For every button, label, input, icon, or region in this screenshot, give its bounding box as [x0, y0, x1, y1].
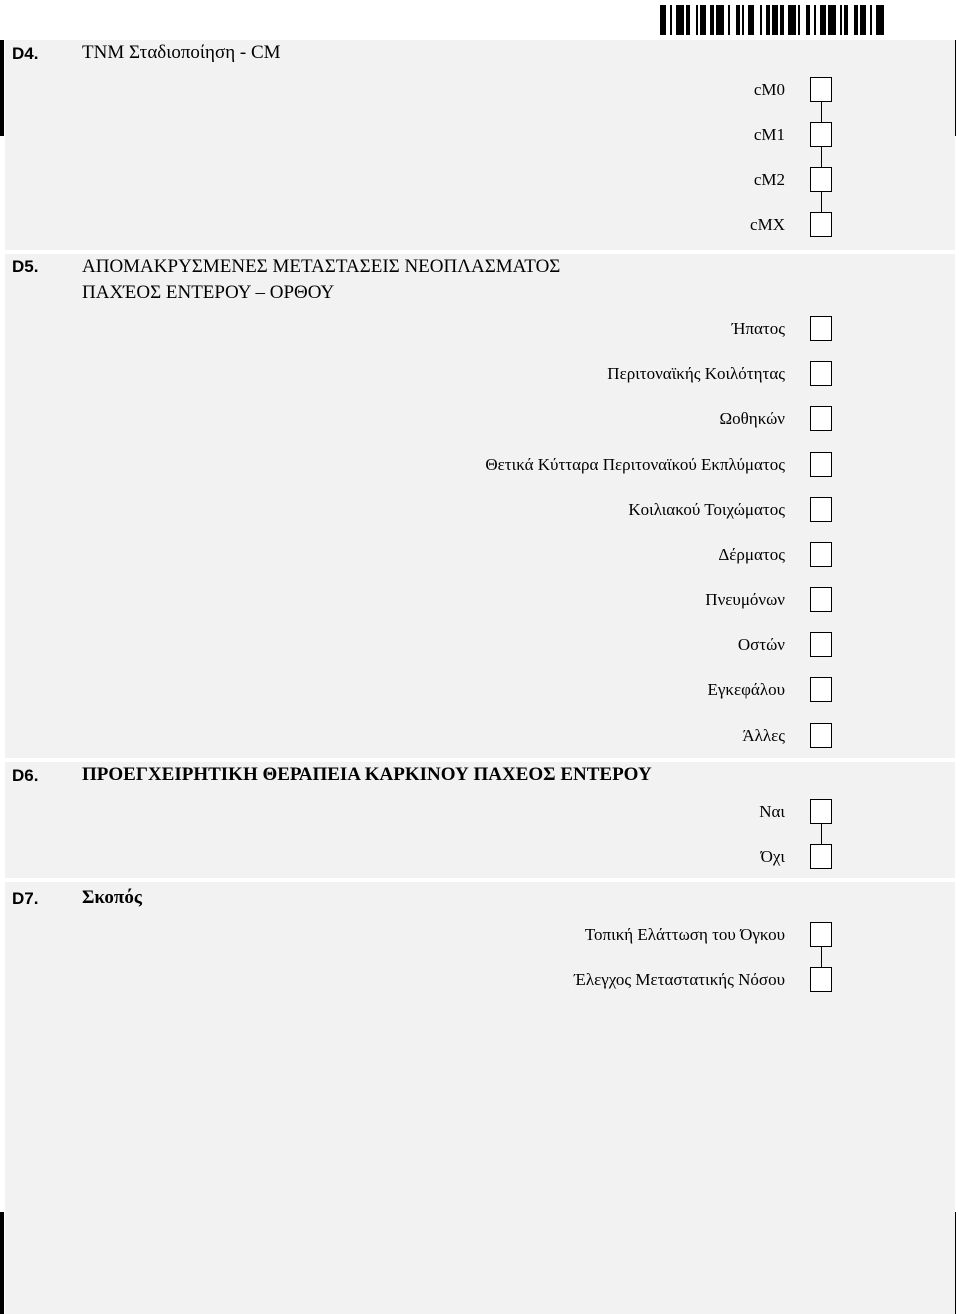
section-title-line2: ΠΑΧΈΟΣ ΕΝΤΕΡΟΥ – ΟΡΘΟΥ [82, 282, 335, 303]
section-title-line1: ΑΠΟΜΑΚΡΥΣΜΕΝΕΣ ΜΕΤΑΣΤΑΣΕΙΣ ΝΕΟΠΛΑΣΜΑΤΟΣ [82, 256, 561, 277]
section-title: Σκοπός [82, 887, 142, 908]
option-label: Όχι [760, 847, 785, 866]
checkbox-yes[interactable] [810, 799, 832, 824]
checkbox-brain[interactable] [810, 677, 832, 702]
option-label: Έλεγχος Μεταστατικής Νόσου [574, 970, 785, 989]
checkbox-connector [821, 824, 822, 846]
checkbox-local-tumor-reduction[interactable] [810, 922, 832, 947]
barcode-stripe [876, 5, 884, 35]
option-label: Κοιλιακού Τοιχώματος [628, 500, 785, 519]
option-label: Πνευμόνων [705, 590, 785, 609]
barcode [660, 5, 906, 35]
section-title: ΠΡΟΕΓΧΕΙΡΗΤΙΚΗ ΘΕΡΑΠΕΙΑ ΚΑΡΚΙΝΟΥ ΠΑΧΕΟΣ ΕΝΤΕΡΟΥ [82, 764, 652, 785]
checkbox-cm1[interactable] [810, 122, 832, 147]
option-label: Τοπική Ελάττωση του Όγκου [584, 925, 785, 944]
checkbox-other[interactable] [810, 723, 832, 748]
barcode-stripe [716, 5, 724, 35]
checkbox-abdominal-wall[interactable] [810, 497, 832, 522]
option-label: cM0 [753, 80, 785, 99]
option-label: Δέρματος [718, 545, 785, 564]
option-label: cM2 [753, 170, 785, 189]
checkbox-connector [821, 147, 822, 167]
checkbox-connector [821, 102, 822, 122]
option-label: Οστών [737, 635, 785, 654]
barcode-stripe [828, 5, 836, 35]
corner-mark-bottom-left [0, 1212, 4, 1314]
checkbox-cm2[interactable] [810, 167, 832, 192]
option-label: Ωοθηκών [719, 409, 785, 428]
checkbox-lungs[interactable] [810, 587, 832, 612]
corner-mark-top-left [0, 40, 4, 136]
checkbox-cm0[interactable] [810, 77, 832, 102]
option-label: Περιτοναϊκής Κοιλότητας [607, 364, 785, 383]
option-label: cMX [750, 215, 785, 234]
checkbox-cmx[interactable] [810, 212, 832, 237]
option-label: Ήπατος [731, 319, 785, 338]
barcode-stripe [884, 5, 886, 35]
section-number: D6. [12, 766, 39, 785]
checkbox-skin[interactable] [810, 542, 832, 567]
checkbox-connector [821, 945, 822, 967]
checkbox-metastatic-disease-control[interactable] [810, 967, 832, 992]
checkbox-peritoneal-cavity[interactable] [810, 361, 832, 386]
checkbox-ovaries[interactable] [810, 406, 832, 431]
section-number: D4. [12, 44, 39, 63]
section-number: D5. [12, 257, 39, 276]
option-label: Θετικά Κύτταρα Περιτοναϊκού Εκπλύματος [485, 455, 785, 474]
checkbox-bones[interactable] [810, 632, 832, 657]
checkbox-no[interactable] [810, 844, 832, 869]
option-label: cM1 [753, 125, 785, 144]
option-label: Ναι [759, 802, 785, 821]
section-title: TNM Σταδιοποίηση - CM [82, 42, 281, 63]
option-label: Άλλες [742, 726, 785, 745]
section-number: D7. [12, 889, 39, 908]
checkbox-liver[interactable] [810, 316, 832, 341]
barcode-stripe [788, 5, 796, 35]
option-label: Εγκεφάλου [707, 680, 785, 699]
barcode-stripe [676, 5, 684, 35]
checkbox-connector [821, 192, 822, 212]
checkbox-positive-peritoneal-cells[interactable] [810, 452, 832, 477]
